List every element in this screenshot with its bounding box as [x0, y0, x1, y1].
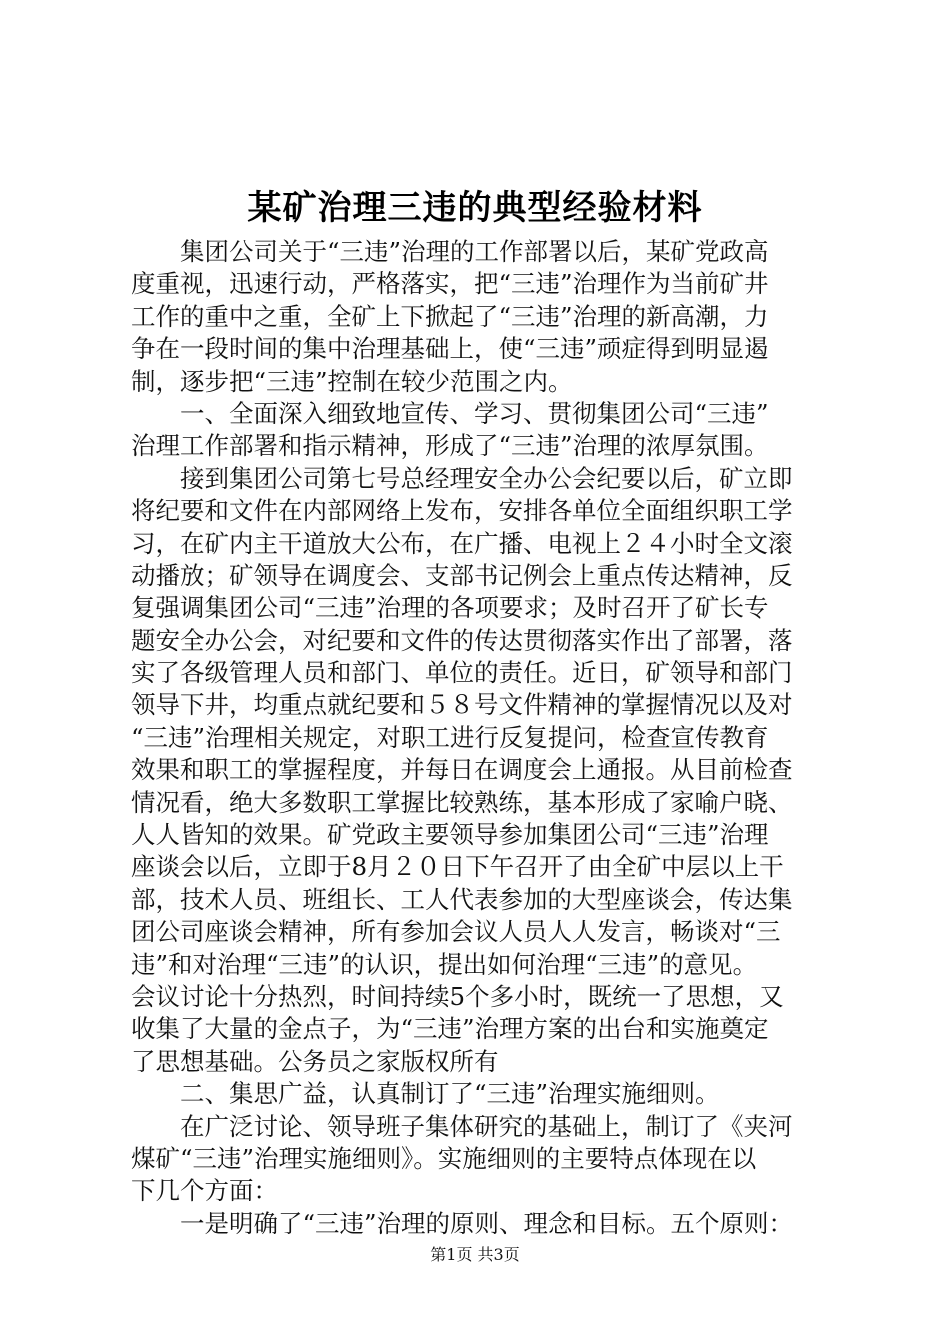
paragraph-line: 复强调集团公司“三违”治理的各项要求；及时召开了矿长专 — [131, 593, 769, 623]
paragraph-line: 争在一段时间的集中治理基础上，使“三违”顽症得到明显遏 — [131, 334, 769, 364]
paragraph-line: 将纪要和文件在内部网络上发布，安排各单位全面组织职工学 — [131, 496, 793, 526]
paragraph-line: 座谈会以后，立即于8月２０日下午召开了由全矿中层以上干 — [131, 852, 784, 882]
paragraph-line: 人人皆知的效果。矿党政主要领导参加集团公司“三违”治理 — [131, 820, 769, 850]
paragraph-line: 部，技术人员、班组长、工人代表参加的大型座谈会，传达集 — [131, 884, 793, 914]
document-title: 某矿治理三违的典型经验材料 — [247, 188, 703, 228]
paragraph-line: 集团公司关于“三违”治理的工作部署以后，某矿党政高 — [180, 237, 769, 266]
paragraph-line: 接到集团公司第七号总经理安全办公会纪要以后，矿立即 — [180, 463, 793, 493]
paragraph-line: 下几个方面： — [131, 1176, 278, 1206]
page-number-footer: 第1页 共3页 — [430, 1245, 520, 1264]
paragraph-line: 领导下井，均重点就纪要和５８号文件精神的掌握情况以及对 — [131, 690, 793, 720]
paragraph-line: “三违”治理相关规定，对职工进行反复提问，检查宣传教育 — [131, 722, 769, 752]
paragraph-line: 会议讨论十分热烈，时间持续5个多小时，既统一了思想，又 — [131, 981, 784, 1011]
paragraph-line: 实了各级管理人员和部门、单位的责任。近日，矿领导和部门 — [131, 658, 793, 688]
section-heading-line: 二、集思广益，认真制订了“三违”治理实施细则。 — [180, 1079, 720, 1109]
paragraph-line: 制，逐步把“三违”控制在较少范围之内。 — [131, 366, 573, 396]
paragraph-line: 效果和职工的掌握程度，并每日在调度会上通报。从目前检查 — [131, 755, 793, 785]
paragraph-line: 团公司座谈会精神，所有参加会议人员人人发言，畅谈对“三 — [131, 917, 781, 947]
paragraph-line: 题安全办公会，对纪要和文件的传达贯彻落实作出了部署，落 — [131, 625, 793, 655]
paragraph-line: 工作的重中之重，全矿上下掀起了“三违”治理的新高潮，力 — [131, 301, 769, 331]
paragraph-line: 在广泛讨论、领导班子集体研究的基础上，制订了《夹河 — [180, 1111, 793, 1141]
paragraph-line: 度重视，迅速行动，严格落实，把“三违”治理作为当前矿井 — [131, 269, 769, 299]
paragraph-line: 情况看，绝大多数职工掌握比较熟练，基本形成了家喻户晓、 — [131, 787, 793, 817]
paragraph-line: 了思想基础。公务员之家版权所有 — [131, 1046, 499, 1076]
paragraph-line: 收集了大量的金点子，为“三违”治理方案的出台和实施奠定 — [131, 1014, 769, 1044]
paragraph-line: 习，在矿内主干道放大公布，在广播、电视上２４小时全文滚 — [131, 528, 793, 558]
paragraph-line: 违”和对治理“三违”的认识，提出如何治理“三违”的意见。 — [131, 949, 758, 979]
paragraph-line: 动播放；矿领导在调度会、支部书记例会上重点传达精神，反 — [131, 560, 793, 590]
section-heading-line: 一、全面深入细致地宣传、学习、贯彻集团公司“三违” — [180, 398, 769, 428]
paragraph-line: 一是明确了“三违”治理的原则、理念和目标。五个原则： — [180, 1208, 794, 1238]
document-body — [131, 236, 831, 1240]
section-heading-line: 治理工作部署和指示精神，形成了“三违”治理的浓厚氛围。 — [131, 431, 769, 461]
paragraph-line: 煤矿“三违”治理实施细则》。实施细则的主要特点体现在以 — [131, 1143, 757, 1173]
